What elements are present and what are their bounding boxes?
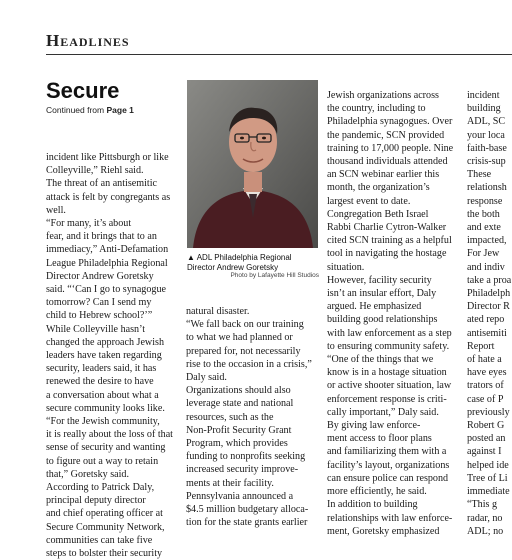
text-line: thousand individuals attended bbox=[327, 156, 448, 168]
text-line: facility’s layout, organizations bbox=[327, 459, 450, 471]
text-line: ment access to floor plans bbox=[327, 433, 432, 445]
text-line: the both bbox=[467, 208, 500, 220]
text-line: natural disaster. bbox=[186, 306, 250, 317]
text-line: communities can take five bbox=[46, 534, 153, 546]
text-line: building bbox=[467, 103, 501, 115]
text-line: and familiarizing them with a bbox=[327, 446, 447, 458]
text-line: case of P bbox=[467, 393, 504, 405]
text-line: “For many, it’s about bbox=[46, 218, 132, 230]
text-line: Robert G bbox=[467, 420, 505, 432]
text-line: steps to bolster their security bbox=[46, 548, 163, 560]
text-line: Program, which provides bbox=[186, 438, 288, 450]
text-line: and exte bbox=[467, 222, 501, 234]
text-line: situation. bbox=[327, 261, 365, 273]
text-line: attack is felt by congregants as bbox=[46, 191, 171, 203]
text-line: radar, no bbox=[467, 512, 503, 524]
text-line: well. bbox=[46, 204, 66, 216]
text-line: Director Andrew Goretsky bbox=[46, 270, 154, 282]
text-line: For Jew bbox=[467, 248, 500, 260]
text-line: “We fall back on our training bbox=[186, 319, 304, 331]
text-line: it is really about the loss of that bbox=[46, 429, 173, 441]
text-line: Organizations should also bbox=[186, 385, 291, 397]
text-line: Rabbi Charlie Cytron-Walker bbox=[327, 222, 447, 234]
continued-prefix: Continued from bbox=[46, 105, 107, 115]
text-line: The threat of an antisemitic bbox=[46, 178, 157, 190]
text-line: crisis-sup bbox=[467, 156, 506, 168]
text-line: isn’t an insular effort, Daly bbox=[327, 288, 437, 300]
text-line: resources, such as the bbox=[186, 411, 274, 423]
text-line: Congregation Beth Israel bbox=[327, 208, 429, 220]
text-line: more efficiently, he said. bbox=[327, 486, 427, 498]
text-line: that,” Goretsky said. bbox=[46, 468, 129, 480]
text-line: faith-base bbox=[467, 142, 507, 154]
text-line: or active shooter situation, law bbox=[327, 380, 452, 392]
text-line: building good relationships bbox=[327, 314, 438, 326]
text-line: League Philadelphia Regional bbox=[46, 257, 168, 269]
text-line: posted an bbox=[467, 433, 506, 445]
text-line: Tree of Li bbox=[467, 472, 508, 484]
text-line: Philadelphia synagogues. Over bbox=[327, 116, 453, 128]
text-line: “For the Jewish community, bbox=[46, 416, 160, 428]
text-line: to what we had planned or bbox=[186, 332, 293, 344]
text-line: to figure out a way to retain bbox=[46, 455, 159, 467]
section-title: Headlines bbox=[46, 31, 130, 50]
article-headline: Secure bbox=[46, 78, 120, 103]
text-line: against I bbox=[467, 446, 502, 458]
text-line: “One of the things that we bbox=[327, 354, 434, 366]
text-line: can ensure police can respond bbox=[327, 472, 449, 484]
text-line: In addition to building bbox=[327, 499, 418, 511]
text-line: helped ide bbox=[467, 459, 509, 471]
text-line: know is in a hostage situation bbox=[327, 367, 447, 379]
text-line: ADL, SC bbox=[467, 116, 506, 128]
text-line: cited SCN training as a helpful bbox=[327, 235, 452, 247]
text-line: immediacy,” Anti-Defamation bbox=[46, 244, 169, 256]
text-line: Director R bbox=[467, 301, 510, 313]
caption-text: ADL Philadelphia Regional Director Andrew Goretsky bbox=[187, 253, 292, 272]
text-line: tomorrow? Can I send my bbox=[46, 297, 152, 309]
text-line: argued. He emphasized bbox=[327, 301, 422, 313]
text-line: changed the approach Jewish bbox=[46, 336, 164, 348]
text-line: However, facility security bbox=[327, 274, 432, 286]
text-line: tion for the state grants earlier bbox=[186, 517, 308, 529]
text-line: enforcement response is criti- bbox=[327, 393, 447, 405]
text-line: month, the organization’s bbox=[327, 182, 430, 194]
text-line: ated repo bbox=[467, 314, 505, 326]
text-line: relationships with law enforce- bbox=[327, 512, 453, 524]
text-line: previously bbox=[467, 406, 510, 418]
text-line: “This g bbox=[467, 499, 497, 511]
continued-line bbox=[46, 105, 134, 115]
text-line: These bbox=[467, 169, 492, 181]
text-line: the pandemic, SCN provided bbox=[327, 129, 445, 141]
text-line: take a proa bbox=[467, 274, 512, 286]
text-line: with law enforcement as a step bbox=[327, 327, 452, 339]
text-line: security, leaders said, it has bbox=[46, 363, 157, 375]
text-line: sense of security and wanting bbox=[46, 442, 166, 454]
text-line: of hate a bbox=[467, 354, 502, 366]
column-4 bbox=[467, 89, 512, 538]
text-line: incident bbox=[467, 90, 500, 101]
text-line: According to Patrick Daly, bbox=[46, 482, 155, 494]
text-line: your loca bbox=[467, 129, 505, 141]
text-line: an SCN webinar earlier this bbox=[327, 169, 440, 181]
text-line: and indiv bbox=[467, 261, 505, 273]
text-line: fear, and it brings that to an bbox=[46, 231, 157, 243]
column-3 bbox=[327, 89, 461, 538]
portrait-image bbox=[187, 80, 318, 248]
text-line: Non-Profit Security Grant bbox=[186, 424, 292, 436]
text-line: leaders have taken regarding bbox=[46, 350, 162, 362]
text-line: renewed the desire to have bbox=[46, 376, 154, 388]
text-line: antisemiti bbox=[467, 327, 507, 339]
text-line: Pennsylvania announced a bbox=[186, 490, 294, 502]
text-line: leverage state and national bbox=[186, 398, 294, 410]
text-line: immediate bbox=[467, 486, 510, 498]
portrait-photo bbox=[187, 80, 318, 248]
text-line: and chief operating officer at bbox=[46, 508, 163, 520]
column-1 bbox=[46, 151, 180, 560]
text-line: relationsh bbox=[467, 182, 507, 194]
text-line: Report bbox=[467, 340, 495, 352]
text-line: While Colleyville hasn’t bbox=[46, 323, 146, 335]
text-line: funding to nonprofits seeking bbox=[186, 451, 306, 463]
text-line: Secure Community Network, bbox=[46, 521, 165, 533]
text-line: trators of bbox=[467, 380, 504, 392]
text-line: Jewish organizations across bbox=[327, 90, 439, 101]
text-line: By giving law enforce- bbox=[327, 420, 421, 432]
text-line: cally important,” Daly said. bbox=[327, 406, 439, 418]
text-line: impacted, bbox=[467, 235, 507, 247]
text-line: incident like Pittsburgh or like bbox=[46, 152, 169, 163]
text-line: ments at their facility. bbox=[186, 477, 274, 489]
text-line: $4.5 million budgetary alloca- bbox=[186, 504, 309, 516]
section-rule bbox=[46, 54, 512, 55]
text-line: principal deputy director bbox=[46, 495, 146, 507]
text-line: Philadelph bbox=[467, 288, 511, 300]
text-line: training to 17,000 people. Nine bbox=[327, 142, 454, 154]
text-line: said. “‘Can I go to synagogue bbox=[46, 284, 166, 296]
text-line: the country, including to bbox=[327, 103, 426, 115]
text-line: response bbox=[467, 195, 503, 207]
text-line: Daly said. bbox=[186, 372, 227, 384]
photo-caption bbox=[187, 253, 319, 272]
text-line: largest event to date. bbox=[327, 195, 411, 207]
text-line: ment, Goretsky emphasized bbox=[327, 525, 440, 537]
column-2 bbox=[186, 305, 320, 529]
text-line: rise to the occasion in a crisis,” bbox=[186, 358, 312, 370]
text-line: a conversation about what a bbox=[46, 389, 159, 401]
text-line: Colleyville,” Riehl said. bbox=[46, 165, 144, 177]
text-line: ADL; no bbox=[467, 525, 504, 537]
text-line: child to Hebrew school?’” bbox=[46, 310, 153, 322]
continued-page: Page 1 bbox=[106, 105, 134, 115]
text-line: increased security improve- bbox=[186, 464, 299, 476]
caption-marker: ▲ bbox=[187, 253, 195, 262]
text-line: prepared for, not necessarily bbox=[186, 345, 301, 357]
text-line: tool in navigating the hostage bbox=[327, 248, 447, 260]
photo-credit: Photo by Lafayette Hill Studios bbox=[230, 272, 319, 279]
text-line: secure community looks like. bbox=[46, 402, 165, 414]
text-line: have eyes bbox=[467, 367, 507, 379]
text-line: to ensuring community safety. bbox=[327, 340, 450, 352]
